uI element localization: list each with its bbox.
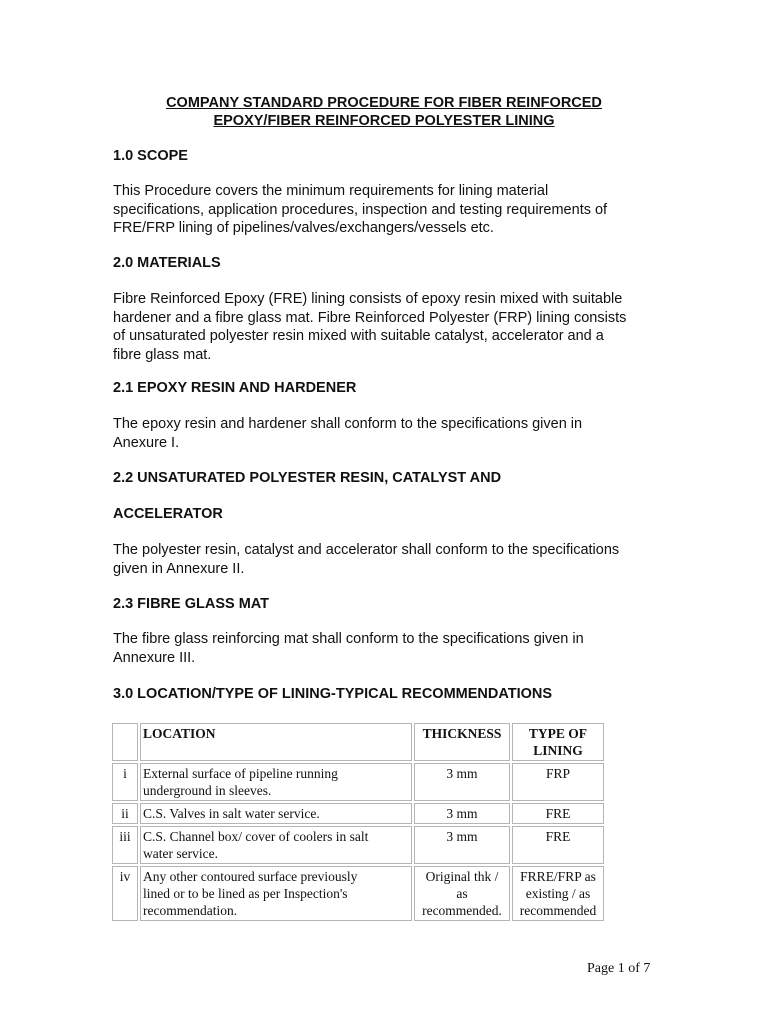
cell-line: recommendation. — [143, 903, 238, 918]
cell-line: C.S. Valves in salt water service. — [143, 806, 320, 821]
paragraph-line: The epoxy resin and hardener shall conform to the specifications given in — [113, 416, 583, 432]
paragraph-line: Anexure I. — [113, 434, 180, 451]
cell-line: FRP — [545, 766, 571, 781]
section-paragraph-polyester — [113, 541, 658, 578]
paragraph-line: of unsaturated polyester resin mixed with suitable catalyst, accelerator and a — [113, 328, 604, 344]
cell-location — [140, 763, 412, 801]
paragraph-line: specifications, application procedures, inspection and testing requirements of — [113, 201, 608, 218]
header-thickness: THICKNESS — [414, 723, 510, 761]
cell-line: External surface of pipeline running — [143, 766, 338, 781]
cell-thickness — [414, 803, 510, 824]
header-type-line: LINING — [533, 743, 583, 758]
section-paragraph-scope — [113, 182, 658, 238]
cell-type-of-lining — [512, 803, 604, 824]
section-heading-polyester-cont: ACCELERATOR — [113, 506, 223, 522]
cell-line: water service. — [143, 846, 218, 861]
cell-line: recommended — [519, 903, 597, 918]
page-number: Page 1 of 7 — [587, 961, 651, 976]
cell-line: lined or to be lined as per Inspection's — [143, 886, 348, 901]
paragraph-line: The polyester resin, catalyst and accelerator shall conform to the specifications — [113, 542, 620, 558]
cell-line: 3 mm — [446, 766, 478, 781]
cell-location — [140, 803, 412, 824]
paragraph-line: Annexure III. — [113, 649, 196, 666]
paragraph-line: Fibre Reinforced Epoxy (FRE) lining consists of epoxy resin mixed with suitable — [113, 291, 623, 307]
cell-line: Original thk / — [425, 869, 499, 884]
cell-line: recommended. — [422, 903, 502, 918]
section-paragraph-glassmat — [113, 630, 658, 667]
cell-number: iii — [112, 826, 138, 864]
cell-line: 3 mm — [446, 806, 478, 821]
cell-line: Any other contoured surface previously — [143, 869, 358, 884]
section-heading-polyester: 2.2 UNSATURATED POLYESTER RESIN, CATALYST AND — [113, 470, 502, 486]
table-row — [112, 826, 604, 864]
table-body — [112, 763, 604, 921]
cell-line: C.S. Channel box/ cover of coolers in salt — [143, 829, 369, 844]
cell-line: 3 mm — [446, 829, 478, 844]
section-heading-location: 3.0 LOCATION/TYPE OF LINING-TYPICAL RECOMMENDATIONS — [113, 686, 553, 702]
table-row — [112, 763, 604, 801]
cell-line: FRE — [545, 806, 571, 821]
header-location: LOCATION — [140, 723, 412, 761]
title-line-2: EPOXY/FIBER REINFORCED POLYESTER LINING — [213, 113, 555, 129]
cell-number: i — [112, 763, 138, 801]
cell-type-of-lining — [512, 763, 604, 801]
section-heading-glassmat: 2.3 FIBRE GLASS MAT — [113, 596, 270, 612]
cell-thickness — [414, 866, 510, 921]
section-paragraph-materials — [113, 290, 658, 364]
cell-number: ii — [112, 803, 138, 824]
cell-number: iv — [112, 866, 138, 921]
table-row — [112, 803, 604, 824]
table-header-row — [112, 723, 604, 761]
cell-line: as — [456, 886, 468, 901]
header-type-of-lining — [512, 723, 604, 761]
section-paragraph-epoxy — [113, 415, 658, 452]
cell-type-of-lining — [512, 826, 604, 864]
cell-location — [140, 866, 412, 921]
cell-type-of-lining — [512, 866, 604, 921]
table-row — [112, 866, 604, 921]
paragraph-line: This Procedure covers the minimum requirements for lining material — [113, 183, 549, 199]
section-heading-scope: 1.0 SCOPE — [113, 148, 188, 164]
cell-line: FRRE/FRP as — [520, 869, 596, 884]
cell-line: underground in sleeves. — [143, 783, 272, 798]
cell-thickness — [414, 826, 510, 864]
title-line-1: COMPANY STANDARD PROCEDURE FOR FIBER REINFORCED — [166, 95, 602, 111]
cell-line: FRE — [545, 829, 571, 844]
section-heading-materials: 2.0 MATERIALS — [113, 255, 221, 271]
lining-recommendations-table — [110, 721, 606, 923]
cell-thickness — [414, 763, 510, 801]
paragraph-line: FRE/FRP lining of pipelines/valves/exchangers/vessels etc. — [113, 220, 494, 236]
paragraph-line: given in Annexure II. — [113, 560, 245, 577]
paragraph-line: fibre glass mat. — [113, 346, 212, 363]
paragraph-line: hardener and a fibre glass mat. Fibre Reinforced Polyester (FRP) lining consists — [113, 309, 627, 326]
paragraph-line: The fibre glass reinforcing mat shall conform to the specifications given in — [113, 631, 584, 647]
header-type-line: TYPE OF — [528, 726, 588, 741]
document-title — [0, 94, 768, 130]
cell-location — [140, 826, 412, 864]
header-number — [112, 723, 138, 761]
cell-line: existing / as — [525, 886, 591, 901]
section-heading-epoxy: 2.1 EPOXY RESIN AND HARDENER — [113, 380, 357, 396]
